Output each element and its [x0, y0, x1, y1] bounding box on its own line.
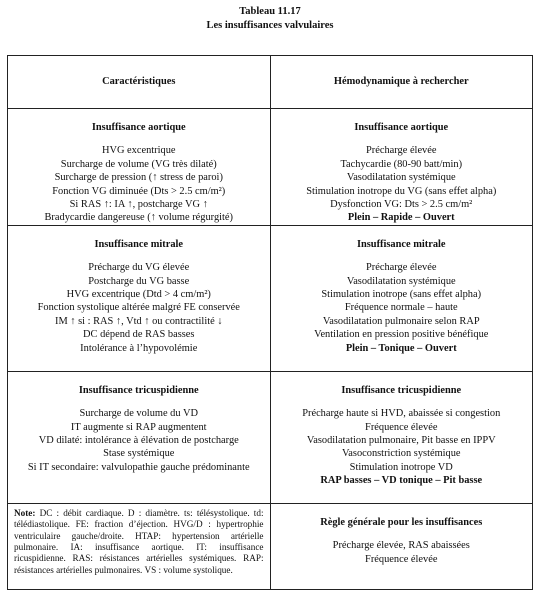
- list-item: Précharge élevée: [366, 262, 437, 274]
- header-row: [8, 56, 533, 109]
- list-item: Précharge élevée: [366, 145, 437, 157]
- left-cell-mitral: [8, 225, 271, 371]
- section-title: Insuffisance aortique: [91, 122, 186, 133]
- right-cell-aortic: [270, 109, 533, 226]
- list-item: Vasoconstriction systémique: [341, 448, 461, 460]
- section-title: Insuffisance aortique: [354, 122, 449, 133]
- summary-line: Plein – Rapide – Ouvert: [347, 212, 455, 224]
- list-item: IT augmente si RAP augmentent: [70, 421, 207, 433]
- list-item: HVG excentrique (Dtd > 4 cm/m²): [66, 289, 211, 301]
- abbreviation-note: [8, 504, 270, 576]
- summary-line: RAP basses – VD tonique – Pit basse: [320, 475, 483, 487]
- list-item: VD dilaté: intolérance à élévation de postcharge: [38, 435, 239, 447]
- list-item: Vasodilatation pulmonaire selon RAP: [322, 315, 480, 327]
- list-item: DC dépend de RAS basses: [83, 329, 195, 341]
- list-item: Intolérance à l’hypovolémie: [80, 342, 198, 354]
- list-item: Surcharge de volume (VG très dilaté): [60, 158, 217, 170]
- section-title: Insuffisance tricuspidienne: [341, 384, 462, 396]
- list-item: Vasodilatation pulmonaire, Pit basse en IPPV: [306, 435, 496, 447]
- right-cell-tricuspid: [270, 371, 533, 503]
- list-item: Précharge élevée, RAS abaissées: [332, 540, 470, 552]
- list-item: Stase systémique: [103, 448, 175, 460]
- list-item: Tachycardie (80-90 batt/min): [340, 158, 463, 170]
- list-item: IM ↑ si : RAS ↑, Vtd ↑ ou contractilité ↓: [55, 315, 223, 327]
- list-item: Fréquence normale – haute: [344, 302, 458, 314]
- note-label: Note:: [14, 507, 36, 518]
- header-left: Caractéristiques: [8, 56, 271, 109]
- list-item: Si RAS ↑: IA ↑, postcharge VG ↑: [69, 199, 208, 211]
- header-right: Hémodynamique à rechercher: [270, 56, 533, 109]
- list-item: Vasodilatation systémique: [346, 275, 456, 287]
- summary-line: Plein – Tonique – Ouvert: [345, 342, 457, 354]
- list-item: Fonction systolique altérée malgré FE conservée: [37, 302, 240, 314]
- list-item: Fréquence élevée: [365, 421, 438, 433]
- list-item: Bradycardie dangereuse (↑ volume régurgité): [44, 212, 233, 224]
- list-item: Stimulation inotrope du VG (sans effet alpha): [306, 185, 497, 197]
- general-rule-cell: [270, 503, 533, 589]
- valvular-insufficiency-table: [7, 55, 533, 590]
- list-item: Surcharge de volume du VD: [79, 408, 198, 420]
- footer-row: [8, 503, 533, 589]
- section-row-mitral: [8, 225, 533, 371]
- list-item: Précharge du VG élevée: [88, 262, 190, 274]
- list-item: HVG excentrique: [101, 145, 176, 157]
- section-row-tricuspid: [8, 371, 533, 503]
- table-number: Tableau 11.17: [239, 6, 301, 17]
- section-title: Insuffisance mitrale: [356, 238, 446, 250]
- list-item: Stimulation inotrope (sans effet alpha): [321, 289, 482, 301]
- abbreviation-note-cell: [8, 503, 271, 589]
- list-item: Ventilation en pression positive bénéfique: [314, 329, 489, 341]
- right-cell-mitral: [270, 225, 533, 371]
- note-text: DC : débit cardiaque. D : diamètre. ts: télésystolique. td: télédiastolique. FE: fraction d’éjection. HVG/D : hypertrophie ventriculaire gauche/droite. HTAP: hypertension artérielle pulmonaire. IA: insuffisance aortique. IT: insuffisance ricuspidienne. RAS: résistances artérielles systémiques. RAP: résistances artérielles pulmonaires. VS : volume systolique.: [14, 507, 264, 575]
- section-title: Insuffisance tricuspidienne: [78, 384, 199, 396]
- list-item: Fonction VG diminuée (Dts > 2.5 cm/m²): [52, 185, 226, 197]
- list-item: Postcharge du VG basse: [88, 275, 190, 287]
- left-cell-tricuspid: [8, 371, 271, 503]
- table-title: Les insuffisances valvulaires: [206, 20, 334, 31]
- list-item: Stimulation inotrope VD: [349, 461, 453, 473]
- section-title: Insuffisance mitrale: [94, 238, 184, 250]
- list-item: Vasodilatation systémique: [346, 172, 456, 184]
- list-item: Dysfonction VG: Dts > 2.5 cm/m²: [330, 199, 473, 211]
- table-caption: [0, 5, 540, 33]
- list-item: Surcharge de pression (↑ stress de paroi): [54, 172, 223, 184]
- section-row-aortic: [8, 109, 533, 226]
- list-item: Si IT secondaire: valvulopathie gauche prédominante: [27, 461, 250, 473]
- list-item: Précharge haute si HVD, abaissée si congestion: [302, 408, 501, 420]
- list-item: Fréquence élevée: [365, 553, 438, 565]
- general-rule-title: Règle générale pour les insuffisances: [320, 516, 483, 528]
- left-cell-aortic: [8, 109, 271, 226]
